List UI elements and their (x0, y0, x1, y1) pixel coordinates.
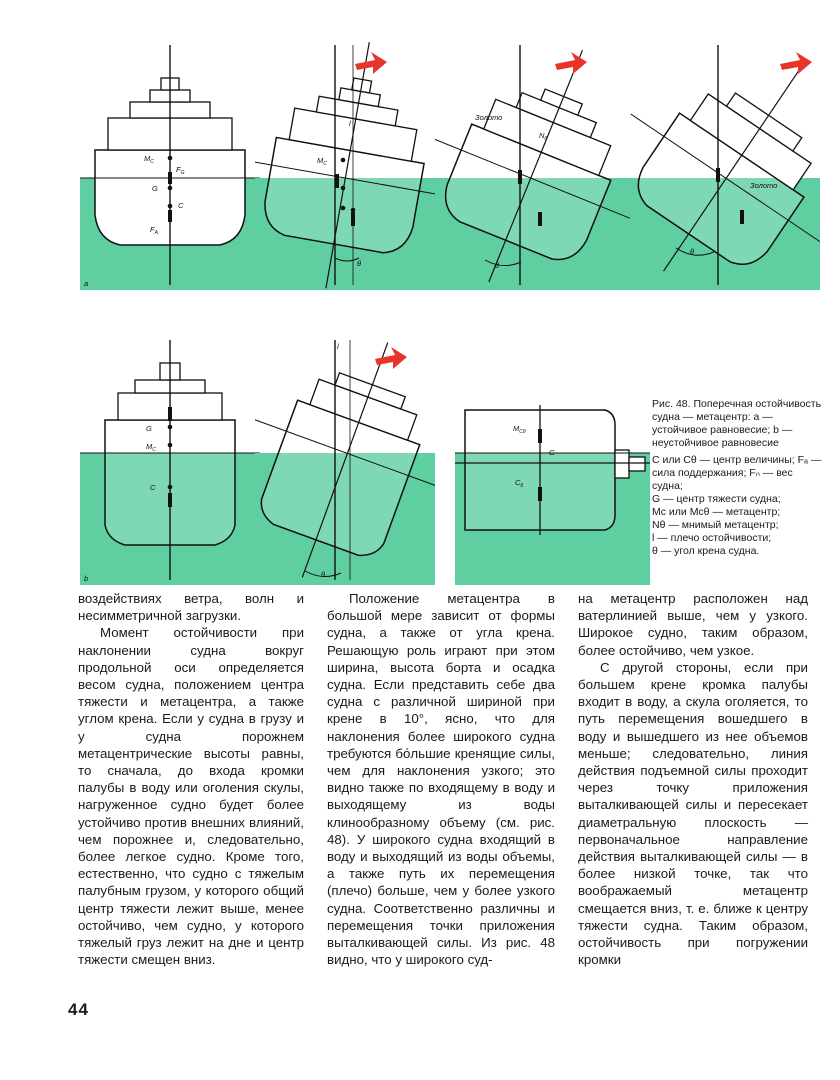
figure-caption (652, 398, 822, 558)
label-n: N (539, 131, 545, 140)
label-ct-c: C (515, 478, 521, 487)
text-column-1 (78, 590, 304, 968)
label-gold-4: Золото (750, 181, 778, 190)
label-gold: Золото (475, 113, 503, 122)
label-fg: F (176, 165, 181, 174)
label-mc-b: M (146, 442, 153, 451)
label-mc-sub-b: C (152, 447, 156, 453)
label-ct-c-sub: θ (520, 483, 524, 489)
label-c: C (178, 201, 184, 210)
label-mc-2: M (317, 156, 324, 165)
label-c-b: C (150, 483, 156, 492)
text-column-3 (578, 590, 808, 968)
panel-a-heel-1 (255, 40, 435, 290)
paragraph: С другой стороны, если при большем крене кромка палубы входит в воду, а скула оголяется, то путь перемещения вошедшего в воду и вышедшего из нее объемов меньше; следовательно, линия действия подъемной силы проходит через точку приложения выталкивающей силы и пересекает диаметральную плоскость — первоначальное направление действия выталкивающей силы — в более низкой точке, так что воображаемый метацентр смещается вниз, т. е. ближе к центру тяжести судна. Таким образом, остойчивость при погружении кромки (578, 659, 808, 968)
paragraph: воздействиях ветра, волн и несимметричной загрузки. (78, 591, 304, 624)
label-fa: F (150, 225, 155, 234)
label-g-c: G (549, 448, 555, 457)
page-number: 44 (68, 1000, 89, 1019)
label-theta-4: θ (690, 247, 695, 256)
paragraph: Положение метацентра в большой мере зависит от формы судна, а также от угла крена. Решающую роль играют при этом ширина, высота борта и осадка судна. Если представить себе два судна с различной шириной при крене в 10°, ясно, что для наклонения более широкого судна требуются бо́льшие кренящие силы, чем для наклонения узкого; это видно также по входящему в воду и выходящему из воды клинообразному объему (см. рис. 48). У широкого судна входящий в воду и выходящий из воды объемы, а также путь их перемещения (плечо) больше, чем у более узкого судна. Соответственно различны и перемещения точки приложения выталкивающей силы. Из рис. 48 видно, что у широкого суд- (327, 591, 555, 968)
label-mc-sub: C (150, 159, 154, 165)
label-l: l (349, 119, 351, 128)
label-mct-c: M (513, 424, 520, 433)
paragraph: на метацентр расположен над ватерлинией выше, чем у узкого. Широкое судно, таким образом, более остойчиво, чем узкое. (578, 591, 808, 658)
legend-line: Mᴄ или Mᴄθ — метацентр; (652, 506, 781, 518)
panel-a-heel-2 (435, 40, 630, 290)
legend-line: l — плечо остойчивости; (652, 532, 772, 544)
legend-line: θ — угол крена судна. (652, 545, 760, 557)
label-theta-3: θ (495, 261, 500, 270)
legend-line: C или Cθ — центр величины; Fₐ — сила поддержания; Fₙ — вес судна; (652, 454, 822, 492)
label-fa-sub: A (154, 230, 158, 236)
panel-a-upright (80, 40, 260, 290)
paragraph: Момент остойчивости при наклонении судна вокруг продольной оси определяется весом судна, положением центра тяжести и метацентра, а также углом крена. Если у судна в грузу и у судна порожнем метацентрические высоты равны, то сначала, до входа кромки палубы в воду или оголения скулы, нагруженное судно будет более устойчиво против внешних влияний, чем порожнее и, следовательно, более легкое судно. Кроме того, естественно, что судно с тяжелым палубным грузом, у которого общий центр тяжести лежит выше, менее остойчиво, чем судно, у которого тяжелый груз лежит на дне и центр тяжести смещен вниз. (78, 625, 304, 968)
text-column-2 (327, 590, 555, 968)
label-mct-c-sub: Cθ (519, 429, 526, 435)
label-fg-sub: G (180, 170, 185, 176)
caption-legend (652, 454, 822, 558)
label-mc-sub-2: C (323, 161, 327, 167)
label-g-b: G (146, 424, 152, 433)
legend-line: Nθ — мнимый метацентр; (652, 519, 779, 531)
panel-a-heel-3 (630, 40, 820, 290)
panel-b-heel (255, 335, 435, 585)
label-g: G (152, 184, 158, 193)
panel-b-capsized (455, 335, 650, 585)
legend-line: G — центр тяжести судна; (652, 493, 781, 505)
panel-a-label: a (84, 279, 89, 288)
panel-b-upright (80, 335, 260, 585)
label-l-b: l (337, 342, 339, 351)
label-n-sub: θ (544, 136, 548, 142)
caption-title: Рис. 48. Поперечная остойчивость судна — метацентр: a — устойчивое равновесие; b — неустойчивое равновесие (652, 398, 822, 449)
panel-b-label: b (84, 574, 89, 583)
label-theta: θ (357, 259, 362, 268)
label-theta-b: θ (321, 570, 326, 579)
label-mc: M (144, 154, 151, 163)
